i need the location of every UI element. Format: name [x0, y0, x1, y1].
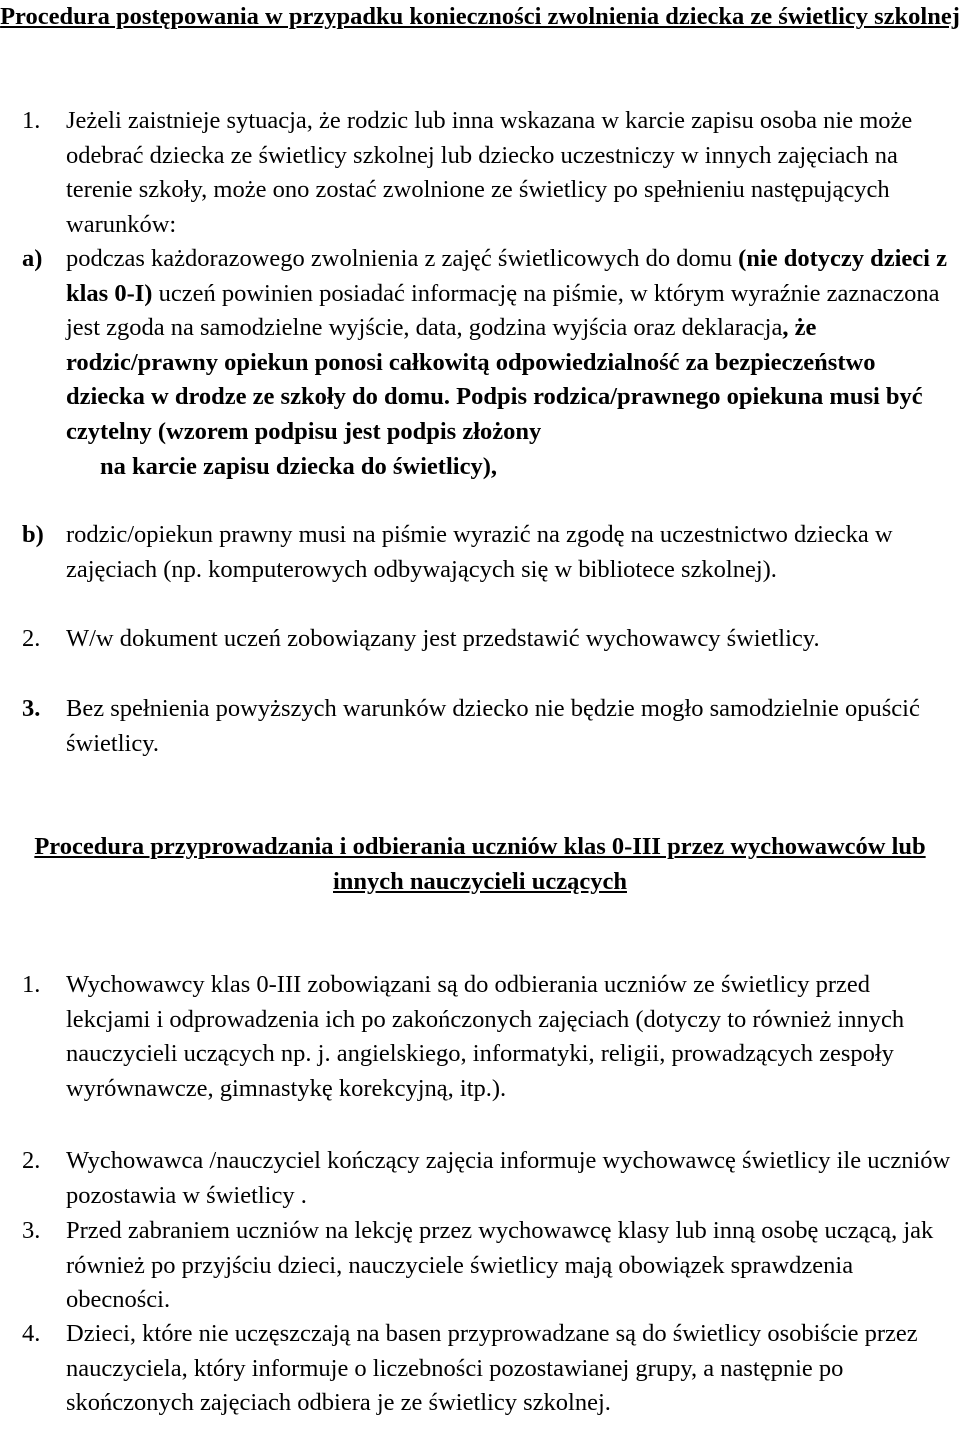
item-text: Wychowawcy klas 0-III zobowiązani są do odbierania uczniów ze świetlicy przed lekcjami i odprowadzenia ich po zakończonych zajęciach (dotyczy to również innych nauczycieli uczących np. j. angielskiego, informatyki, religii, prowadzących zespoły wyrównawcze, gimnastykę korekcyjną, itp.). [66, 971, 905, 1102]
item-text: Bez spełnienia powyższych warunków dziecko nie będzie mogło samodzielnie opuścić świetlicy. [66, 695, 920, 757]
section2-title: Procedura przyprowadzania i odbierania uczniów klas 0-III przez wychowawców lub innych nauczycieli uczących [34, 833, 926, 895]
item-text: Przed zabraniem uczniów na lekcję przez wychowawcę klasy lub inną osobę uczącą, jak również po przyjściu dzieci, nauczyciele świetlicy mają obowiązek sprawdzenia obecności. [66, 1217, 934, 1314]
item-text-bold: na karcie zapisu dziecka do świetlicy), [100, 452, 497, 480]
section1-title: Procedura postępowania w przypadku konieczności zwolnienia dziecka ze świetlicy szkolnej [0, 3, 960, 30]
item-number: 3. [22, 695, 41, 722]
section1-item-3 [22, 692, 958, 761]
item-number: 2. [22, 625, 41, 652]
section2-item-2 [22, 1144, 958, 1213]
item-text-part: uczeń powinien posiadać informację na piśmie, w którym wyraźnie zaznaczona jest zgoda na samodzielne wyjście, data, godzina wyjścia oraz deklaracja [66, 279, 940, 342]
item-text-bold: (nie dotyczy dzieci z klas 0-I) [66, 245, 947, 307]
item-text: Dzieci, które nie uczęszczają na basen przyprowadzane są do świetlicy osobiście przez nauczyciela, który informuje o liczebności pozostawianej grupy, a następnie po skończonych zajęciach odbiera je ze świetlicy szkolnej. [66, 1320, 918, 1417]
item-text: Wychowawca /nauczyciel kończący zajęcia informuje wychowawcę świetlicy ile uczniów pozostawia w świetlicy . [66, 1147, 951, 1209]
section2-item-4 [22, 1317, 958, 1421]
item-text: W/w dokument uczeń zobowiązany jest przedstawić wychowawcy świetlicy. [66, 625, 820, 652]
item-number: 2. [22, 1147, 41, 1174]
section2-item-3 [22, 1214, 958, 1318]
section1-item-a [22, 242, 958, 484]
section1-item-2 [22, 622, 958, 657]
item-text-part: podczas każdorazowego zwolnienia z zajęć świetlicowych do domu [66, 245, 739, 272]
section1-item-b [22, 518, 958, 587]
item-text: rodzic/opiekun prawny musi na piśmie wyrazić na zgodę na uczestnictwo dziecka w zajęciach (np. komputerowych odbywających się w bibliotece szkolnej). [66, 521, 893, 583]
item-text-bold: , że rodzic/prawny opiekun ponosi całkowitą odpowiedzialność za bezpieczeństwo dziecka w drodze ze szkoły do domu. Podpis rodzica/prawnego opiekuna musi być czytelny (wzorem podpisu jest podpis złożony [66, 314, 923, 445]
item-number: 4. [22, 1320, 41, 1347]
item-text: Jeżeli zaistnieje sytuacja, że rodzic lub inna wskazana w karcie zapisu osoba nie może odebrać dziecka ze świetlicy szkolnej lub dziecko uczestniczy w innych zajęciach na terenie szkoły, może ono zostać zwolnione ze świetlicy po spełnieniu następujących warunków: [66, 107, 913, 238]
section2-item-1 [22, 968, 958, 1106]
item-letter: a) [22, 245, 43, 272]
item-letter: b) [22, 521, 44, 548]
section1-item-1 [22, 104, 958, 242]
item-number: 1. [22, 107, 41, 134]
item-number: 1. [22, 971, 41, 998]
item-text [66, 242, 958, 484]
item-number: 3. [22, 1217, 41, 1244]
